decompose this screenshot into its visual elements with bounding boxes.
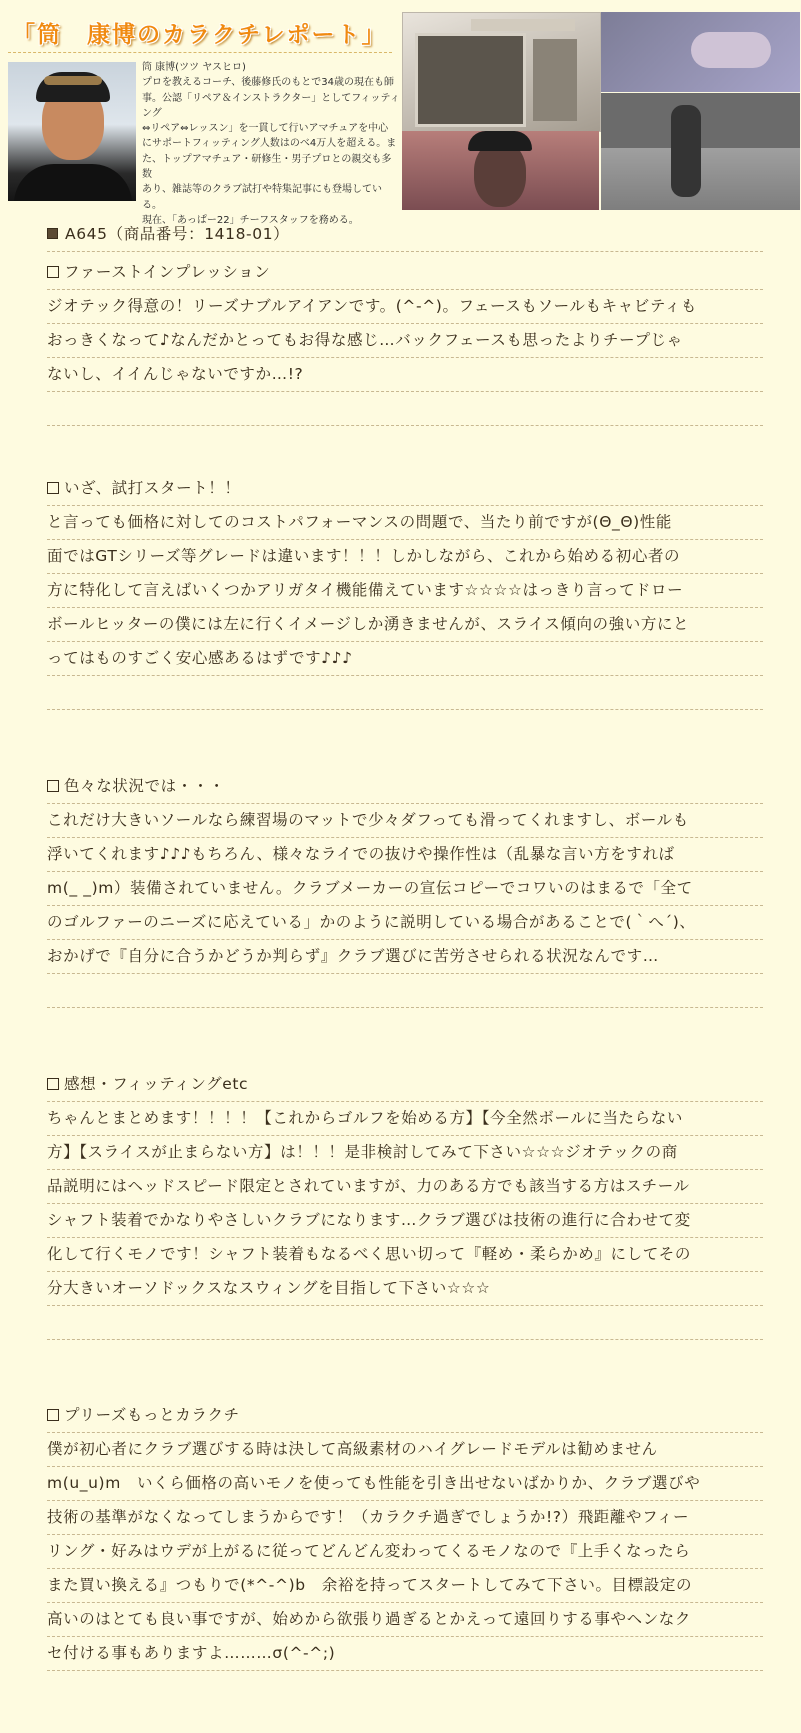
text-line: ちゃんとまとめます！！！！【これからゴルフを始める方】【今全然ボールに当たらない <box>47 1102 763 1136</box>
text-line: ないし、イイんじゃないですか…!? <box>47 358 763 392</box>
text-line: 僕が初心者にクラブ選びする時は決して高級素材のハイグレードモデルは勧めません <box>47 1433 763 1467</box>
text-line: 浮いてくれます♪♪♪もちろん、様々なライでの抜けや操作性は（乱暴な言い方をすれば <box>47 838 763 872</box>
bio-line: た、トップアマチュア・研修生・男子プロとの親交も多数 <box>142 153 392 181</box>
section-heading: 感想・フィッティングetc <box>47 1068 763 1102</box>
section-first-impression <box>47 256 763 426</box>
text-line: おかげで『自分に合うかどうか判らず』クラブ選びに苦労させられる状況なんです… <box>47 940 763 974</box>
text-line: 面ではGTシリーズ等グレードは違います！！！しかしながら、これから始める初心者の <box>47 540 763 574</box>
bio-line: ⇔リペア⇔レッスン」を一貫して行いアマチュアを中心 <box>142 123 389 135</box>
spacer-line <box>47 392 763 426</box>
bio-line: 現在、「あっぱー22」チーフスタッフを務める。 <box>142 214 359 226</box>
text-line: リング・好みはウデが上がるに従ってどんどん変わってくるモノなので『上手くなったら <box>47 1535 763 1569</box>
checkbox-square-icon <box>47 1409 59 1421</box>
checkbox-square-icon <box>47 780 59 792</box>
text-line: また買い換える』つもりで(*^-^)b 余裕を持ってスタートしてみて下さい。目標設定の <box>47 1569 763 1603</box>
text-line: ジオテック得意の！リーズナブルアイアンです。(^-^)。フェースもソールもキャビティも <box>47 290 763 324</box>
bio-line: あり、雑誌等のクラブ試打や特集記事にも登場している。 <box>142 184 382 211</box>
text-line: 品説明にはヘッドスピード限定とされていますが、力のある方でも該当する方はスチール <box>47 1170 763 1204</box>
section-please-more-karakuchi <box>47 1399 763 1671</box>
text-line: 技術の基準がなくなってしまうからです！（カラクチ過ぎでしょうか!?）飛距離やフィー <box>47 1501 763 1535</box>
checkbox-square-icon <box>47 482 59 494</box>
section-various-situations <box>47 770 763 1008</box>
swing-photo <box>601 93 800 210</box>
text-line: セ付ける事もありますよ………σ(^-^;) <box>47 1637 763 1671</box>
coach-closeup-photo <box>402 131 599 210</box>
checkbox-square-icon <box>47 1078 59 1090</box>
text-line: シャフト装着でかなりやさしいクラブになります…クラブ選びは技術の進行に合わせて変 <box>47 1204 763 1238</box>
spacer-line <box>47 1306 763 1340</box>
section-heading: いざ、試打スタート！！ <box>47 472 763 506</box>
text-line: 方】【スライスが止まらない方】は！！！是非検討してみて下さい☆☆☆ジオテックの商 <box>47 1136 763 1170</box>
section-heading: プリーズもっとカラクチ <box>47 1399 763 1433</box>
coach-portrait <box>8 62 136 201</box>
bio-line: にサポートフィッティング人数はのべ4万人を超える。ま <box>142 138 397 150</box>
spacer-line <box>47 974 763 1008</box>
text-line: m(u_u)m いくら価格の高いモノを使っても性能を引き出せないばかりか、クラブ選びや <box>47 1467 763 1501</box>
bullet-icon <box>47 228 58 239</box>
text-line: m(_ _)m）装備されていません。クラブメーカーの宣伝コピーでコワいのはまるで「全て <box>47 872 763 906</box>
text-line: 方に特化して言えばいくつかアリガタイ機能備えています☆☆☆☆はっきり言ってドロー <box>47 574 763 608</box>
page-title: 「筒 康博のカラクチレポート」 <box>12 22 387 48</box>
text-line: 化して行くモノです！シャフト装着もなるべく思い切って『軽め・柔らかめ』にしてその <box>47 1238 763 1272</box>
coach-bio <box>142 60 400 226</box>
repair-work-photo <box>601 12 800 92</box>
section-heading: ファーストインプレッション <box>47 256 763 290</box>
checkbox-square-icon <box>47 266 59 278</box>
section-impressions-fitting <box>47 1068 763 1340</box>
section-heading: 色々な状況では・・・ <box>47 770 763 804</box>
text-line: と言っても価格に対してのコストパフォーマンスの問題で、当たり前ですが(Θ_Θ)性能 <box>47 506 763 540</box>
text-line: 分大きいオーソドックスなスウィングを目指して下さい☆☆☆ <box>47 1272 763 1306</box>
shop-photo <box>402 12 601 132</box>
title-box <box>8 14 392 53</box>
text-line: おっきくなって♪なんだかとってもお得な感じ…バックフェースも思ったよりチープじゃ <box>47 324 763 358</box>
header <box>0 0 801 226</box>
spacer-line <box>47 676 763 710</box>
text-line: これだけ大きいソールなら練習場のマットで少々ダフっても滑ってくれますし、ボールも <box>47 804 763 838</box>
text-line: ってはものすごく安心感あるはずです♪♪♪ <box>47 642 763 676</box>
section-test-start <box>47 472 763 710</box>
bio-line: プロを教えるコーチ、後藤修氏のもとで34歳の現在も師 <box>142 77 395 89</box>
bio-line: 筒 康博(ツツ ヤスヒロ) <box>142 62 246 73</box>
text-line: ボールヒッターの僕には左に行くイメージしか湧きませんが、スライス傾向の強い方にと <box>47 608 763 642</box>
product-heading: A645（商品番号：1418-01） <box>47 218 763 252</box>
text-line: 高いのはとても良い事ですが、始めから欲張り過ぎるとかえって遠回りする事やヘンなク <box>47 1603 763 1637</box>
bio-line: 事。公認「リペア＆インストラクター」としてフィッティング <box>142 92 400 119</box>
product-heading-block <box>47 218 763 252</box>
text-line: のゴルファーのニーズに応えている」かのように説明している場合があることで(｀へ´)、 <box>47 906 763 940</box>
